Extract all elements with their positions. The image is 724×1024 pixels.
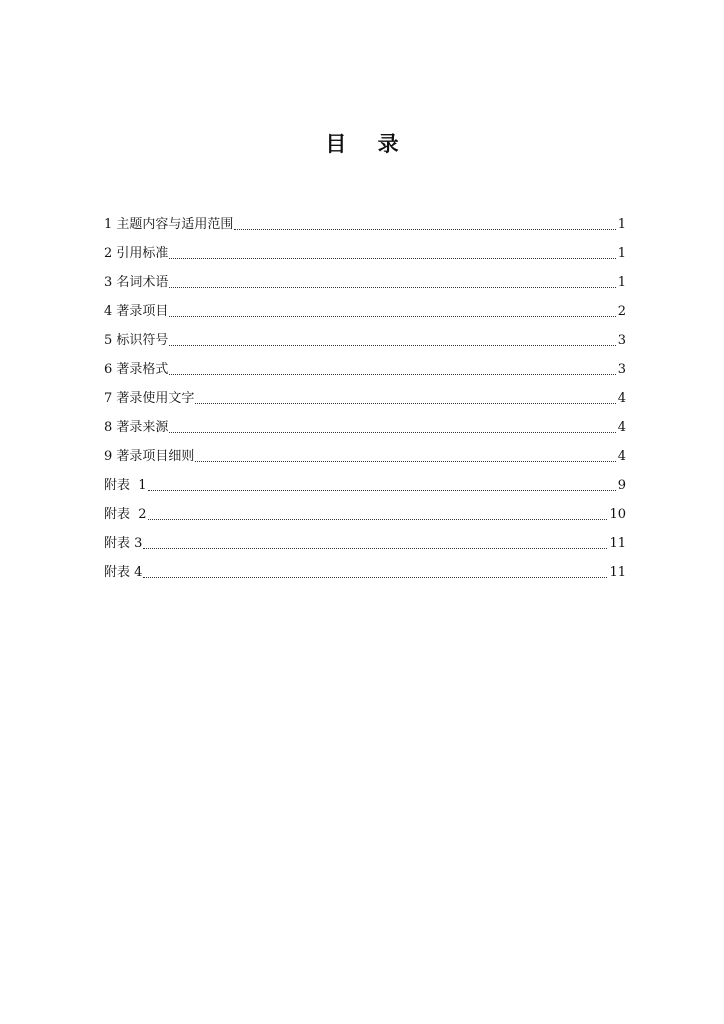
toc-entry-page-number: 2 [617,304,626,319]
dot-leader [148,519,608,520]
dot-leader [169,432,615,433]
toc-entry-label: 附表 2 [104,507,147,522]
toc-entry[interactable] [104,407,626,436]
dot-leader [148,490,616,491]
toc-entry-label: 9 著录项目细则 [104,449,195,464]
toc-entry-page-number: 4 [617,391,626,406]
toc-entry[interactable] [104,378,626,407]
toc-entry-label: 附表 3 [104,536,143,551]
dot-leader [169,258,615,259]
dot-leader [143,548,607,549]
toc-entry-label: 1 主题内容与适用范围 [104,217,234,232]
toc-entry-label: 6 著录格式 [104,362,169,377]
toc-entry-label: 2 引用标准 [104,246,169,261]
dot-leader [169,287,615,288]
toc-entry-page-number: 3 [617,362,626,377]
toc-entry-label: 5 标识符号 [104,333,169,348]
toc-entry-label: 附表 1 [104,478,147,493]
toc-entry[interactable] [104,523,626,552]
dot-leader [169,316,615,317]
toc-entry[interactable] [104,233,626,262]
dot-leader [195,461,615,462]
toc-entry-page-number: 9 [617,478,626,493]
dot-leader [143,577,607,578]
toc-entry-page-number: 10 [609,507,626,522]
toc-entry-page-number: 1 [617,217,626,232]
toc-entry-label: 附表 4 [104,565,143,580]
toc-entry-label: 8 著录来源 [104,420,169,435]
toc-entry-page-number: 1 [617,246,626,261]
toc-entry-label: 3 名词术语 [104,275,169,290]
toc-entry-page-number: 3 [617,333,626,348]
toc-entry-label: 4 著录项目 [104,304,169,319]
toc-entry[interactable] [104,291,626,320]
toc-entry-label: 7 著录使用文字 [104,391,195,406]
toc-entry[interactable] [104,465,626,494]
toc-entry[interactable] [104,494,626,523]
toc-entry-page-number: 11 [609,565,626,580]
dot-leader [169,374,615,375]
dot-leader [234,229,615,230]
page-title: 目 录 [325,131,411,156]
dot-leader [195,403,615,404]
toc-entry-page-number: 1 [617,275,626,290]
toc-entry[interactable] [104,262,626,291]
toc-entry-page-number: 4 [617,449,626,464]
toc-entry[interactable] [104,320,626,349]
toc-entry[interactable] [104,349,626,378]
toc-entry-page-number: 11 [609,536,626,551]
toc-entry[interactable] [104,204,626,233]
table-of-contents [104,204,626,581]
toc-entry-page-number: 4 [617,420,626,435]
toc-entry[interactable] [104,552,626,581]
dot-leader [169,345,615,346]
toc-entry[interactable] [104,436,626,465]
